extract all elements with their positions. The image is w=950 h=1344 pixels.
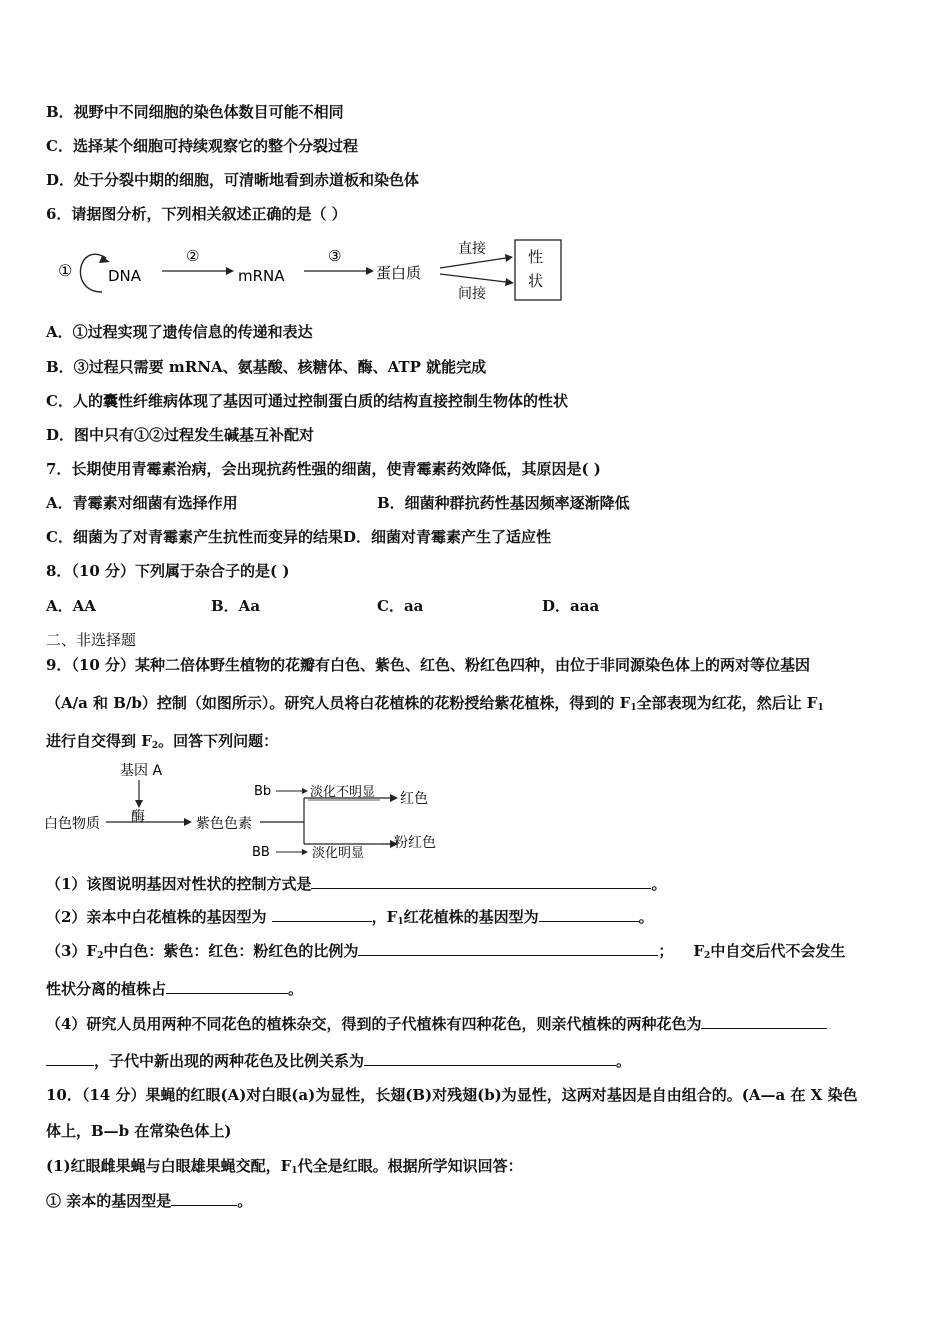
answer-blank[interactable] — [46, 1050, 94, 1066]
q7-options-row1 — [46, 493, 896, 513]
answer-blank[interactable] — [272, 906, 372, 922]
answer-blank[interactable] — [166, 978, 288, 994]
diagram-step2-label: ② — [186, 247, 200, 265]
diagram-protein: 蛋白质 — [376, 264, 422, 282]
q7-options-row2 — [46, 527, 896, 547]
transcription-arrowhead — [226, 267, 234, 275]
q5-option-b: B．视野中不同细胞的染色体数目可能不相同 — [46, 103, 344, 121]
pathway-enzyme: 酶 — [131, 809, 145, 825]
q10-part1: (1)红眼雌果蝇与白眼雄果蝇交配，$F_1$代全是红眼。根据所学知识回答： — [46, 1157, 523, 1176]
answer-blank[interactable] — [171, 1190, 237, 1206]
answer-blank[interactable] — [701, 1013, 827, 1029]
diagram-trait-1: 性 — [528, 248, 544, 266]
pathway-red: 红色 — [400, 791, 428, 807]
translation-arrowhead — [366, 267, 374, 275]
q7-option-b: B．细菌种群抗药性基因频率逐渐降低 — [377, 494, 630, 512]
q10-line1: 10．（14 分）果蝇的红眼(A)对白眼(a)为显性，长翅(B)对残翅(b)为显性，这两对基因是自由组合的。(A—a 在 X 染色 — [46, 1086, 858, 1104]
q9-part4: （4）研究人员用两种不同花色的植株杂交，得到的子代植株有四种花色，则亲代植株的两种花色为 — [46, 1013, 827, 1034]
pathway-strong-fade: 淡化明显 — [312, 846, 365, 861]
diagram-step3-label: ③ — [328, 247, 342, 265]
indirect-arrowhead — [505, 278, 514, 286]
diagram-trait-2: 状 — [528, 272, 544, 290]
q9-part1: （1）该图说明基因对性状的控制方式是 。 — [46, 875, 667, 893]
pathway-weak-fade: 淡化不明显 — [310, 785, 376, 800]
diagram-direct: 直接 — [458, 241, 486, 257]
diagram-step1-label: ① — [58, 261, 73, 280]
q6-option-d: D．图中只有①②过程发生碱基互补配对 — [46, 426, 315, 444]
pathway-bb-het: Bb — [254, 784, 272, 799]
q9-line3: 进行自交得到 $F_2$。回答下列问题： — [46, 732, 279, 751]
q6-option-c: C．人的囊性纤维病体现了基因可通过控制蛋白质的结构直接控制生物体的性状 — [46, 392, 568, 410]
pathway-white-substance: 白色物质 — [44, 816, 100, 832]
q5-option-c: C．选择某个细胞可持续观察它的整个分裂过程 — [46, 137, 358, 155]
q7-option-d: D．细菌对青霉素产生了适应性 — [342, 528, 551, 546]
q9-flower-color-pathway — [44, 758, 464, 866]
diagram-dna: DNA — [108, 267, 142, 285]
answer-blank[interactable] — [358, 940, 658, 956]
q6-option-a: A．①过程实现了遗传信息的传递和表达 — [46, 323, 313, 341]
answer-blank[interactable] — [539, 906, 639, 922]
answer-blank[interactable] — [364, 1050, 616, 1066]
indirect-arrow — [440, 274, 506, 282]
pathway-pink: 粉红色 — [394, 835, 436, 851]
q9-part3: $(3)F_2$中白色：紫色：红色：粉红色的比例为 ； $F_2$中自交后代不会发生 — [46, 942, 846, 961]
q9-part2: （2）亲本中白花植株的基因型为 ，$F_1$红花植株的基因型为 。 — [46, 908, 654, 927]
q6-stem: 6．请据图分析，下列相关叙述正确的是（ ） — [46, 205, 347, 223]
q8-stem: 8．（10 分）下列属于杂合子的是( ) — [46, 562, 290, 580]
q10-line2: 体上，B—b 在常染色体上) — [46, 1122, 232, 1140]
direct-arrow — [440, 258, 506, 268]
answer-blank[interactable] — [311, 873, 651, 889]
q8-option-a: A．AA — [46, 597, 96, 615]
q6-gene-expression-diagram — [50, 236, 590, 308]
q8-option-b: B．Aa — [211, 597, 261, 615]
q9-part4-cont: ，子代中新出现的两种花色及比例关系为 。 — [46, 1050, 631, 1071]
pathway-gene-a: 基因 A — [120, 763, 163, 779]
q7-option-c: C．细菌为了对青霉素产生抗性而变异的结果 — [46, 528, 343, 546]
pathway-purple-pigment: 紫色色素 — [196, 816, 252, 832]
diagram-mrna: mRNA — [238, 267, 285, 285]
pathway-bb-hom: BB — [252, 845, 270, 860]
q9-line1: 9．（10 分）某种二倍体野生植物的花瓣有白色、紫色、红色、粉红色四种，由位于非同源染色体上的两对等位基因 — [46, 656, 811, 674]
q6-option-b: B．③过程只需要 mRNA、氨基酸、核糖体、酶、ATP 就能完成 — [46, 358, 487, 376]
white-to-purple-arrowhead — [184, 818, 192, 826]
q8-option-d: D．aaa — [542, 597, 600, 615]
q7-option-a: A．青霉素对细菌有选择作用 — [46, 494, 238, 512]
q7-stem: 7．长期使用青霉素治病，会出现抗药性强的细菌，使青霉素药效降低，其原因是( ) — [46, 460, 601, 478]
q9-line2: （A/a 和 B/b）控制（如图所示）。研究人员将白花植株的花粉授给紫花植株，得到的 $F_1$全部表现为红花，然后让 $F_1$ — [46, 694, 824, 713]
bb-het-arrowhead — [302, 788, 308, 794]
q10-part1-q1: ① 亲本的基因型是 。 — [46, 1192, 253, 1210]
section-heading: 二、非选择题 — [46, 631, 137, 649]
direct-arrowhead — [505, 254, 513, 262]
bb-hom-arrowhead — [302, 849, 308, 855]
q9-part3-cont: 性状分离的植株占 。 — [46, 980, 304, 998]
gene-a-arrowhead — [135, 800, 143, 808]
q5-option-d: D．处于分裂中期的细胞，可清晰地看到赤道板和染色体 — [46, 171, 420, 189]
q8-option-c: C．aa — [377, 597, 424, 615]
diagram-indirect: 间接 — [458, 286, 486, 302]
red-branch-arrowhead — [390, 794, 398, 802]
